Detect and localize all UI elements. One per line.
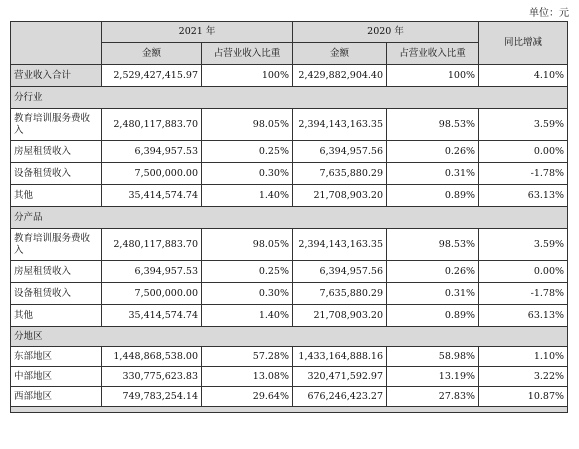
row-label: 营业收入合计 [11,65,102,87]
amount-2021: 330,775,623.83 [102,367,202,387]
header-year-2020: 2020 年 [293,22,479,43]
share-2020: 0.31% [387,283,479,305]
header-row-years [11,22,568,43]
share-2021: 1.40% [202,305,293,327]
header-year-2021: 2021 年 [102,22,293,43]
amount-2021: 35,414,574.74 [102,185,202,207]
row-label: 其他 [11,305,102,327]
section-header-row [11,327,568,347]
revenue-breakdown-table [10,21,568,413]
table-row [11,109,568,141]
row-label: 房屋租赁收入 [11,261,102,283]
section-header-row [11,87,568,109]
row-label: 房屋租赁收入 [11,141,102,163]
row-label: 其他 [11,185,102,207]
amount-2021: 7,500,000.00 [102,163,202,185]
amount-2021: 749,783,254.14 [102,387,202,407]
section-header-row [11,207,568,229]
yoy-change: -1.78% [479,163,568,185]
header-amount-2020: 金额 [293,43,387,65]
share-2020: 100% [387,65,479,87]
row-label: 教育培训服务费收入 [11,229,102,261]
section-title: 分地区 [11,327,568,347]
row-label: 西部地区 [11,387,102,407]
unit-label: 单位：元 [529,8,569,19]
yoy-change: 10.87% [479,387,568,407]
amount-2020: 1,433,164,888.16 [293,347,387,367]
amount-2020: 2,429,882,904.40 [293,65,387,87]
amount-2021: 35,414,574.74 [102,305,202,327]
share-2021: 0.25% [202,141,293,163]
yoy-change: -1.78% [479,283,568,305]
yoy-change: 3.59% [479,229,568,261]
share-2021: 0.30% [202,163,293,185]
section-title: 分产品 [11,207,568,229]
total-row [11,65,568,87]
amount-2021: 7,500,000.00 [102,283,202,305]
section-title: 分行业 [11,87,568,109]
share-2020: 13.19% [387,367,479,387]
share-2020: 98.53% [387,229,479,261]
share-2021: 100% [202,65,293,87]
amount-2020: 21,708,903.20 [293,305,387,327]
amount-2020: 676,246,423.27 [293,387,387,407]
amount-2020: 2,394,143,163.35 [293,229,387,261]
row-label: 教育培训服务费收入 [11,109,102,141]
row-label: 设备租赁收入 [11,283,102,305]
table-row [11,229,568,261]
table-row-cut-off [11,407,568,413]
header-share-2021: 占营业收入比重 [202,43,293,65]
share-2020: 27.83% [387,387,479,407]
header-blank-cell [11,22,102,65]
share-2020: 0.89% [387,185,479,207]
yoy-change: 0.00% [479,261,568,283]
share-2020: 0.26% [387,141,479,163]
share-2021: 0.30% [202,283,293,305]
amount-2020: 7,635,880.29 [293,283,387,305]
share-2021: 0.25% [202,261,293,283]
row-label: 东部地区 [11,347,102,367]
yoy-change: 63.13% [479,305,568,327]
header-share-2020: 占营业收入比重 [387,43,479,65]
share-2021: 98.05% [202,109,293,141]
table-row [11,141,568,163]
yoy-change: 0.00% [479,141,568,163]
yoy-change: 4.10% [479,65,568,87]
share-2021: 29.64% [202,387,293,407]
yoy-change: 1.10% [479,347,568,367]
amount-2020: 6,394,957.56 [293,261,387,283]
header-yoy: 同比增减 [479,22,568,65]
amount-2020: 2,394,143,163.35 [293,109,387,141]
share-2020: 58.98% [387,347,479,367]
amount-2021: 2,480,117,883.70 [102,229,202,261]
share-2020: 0.26% [387,261,479,283]
amount-2021: 6,394,957.53 [102,141,202,163]
table-row [11,283,568,305]
yoy-change: 3.59% [479,109,568,141]
amount-2020: 21,708,903.20 [293,185,387,207]
table-row [11,367,568,387]
amount-2020: 7,635,880.29 [293,163,387,185]
yoy-change: 3.22% [479,367,568,387]
share-2020: 98.53% [387,109,479,141]
amount-2020: 320,471,592.97 [293,367,387,387]
table-row [11,347,568,367]
table-row [11,185,568,207]
share-2021: 98.05% [202,229,293,261]
table-row [11,261,568,283]
share-2021: 1.40% [202,185,293,207]
share-2021: 13.08% [202,367,293,387]
header-amount-2021: 金额 [102,43,202,65]
share-2021: 57.28% [202,347,293,367]
amount-2020: 6,394,957.56 [293,141,387,163]
amount-2021: 6,394,957.53 [102,261,202,283]
amount-2021: 1,448,868,538.00 [102,347,202,367]
amount-2021: 2,529,427,415.97 [102,65,202,87]
row-label: 中部地区 [11,367,102,387]
share-2020: 0.89% [387,305,479,327]
table-row [11,305,568,327]
amount-2021: 2,480,117,883.70 [102,109,202,141]
table-row [11,387,568,407]
row-label: 设备租赁收入 [11,163,102,185]
yoy-change: 63.13% [479,185,568,207]
cut-off-row [11,407,568,413]
share-2020: 0.31% [387,163,479,185]
table-row [11,163,568,185]
